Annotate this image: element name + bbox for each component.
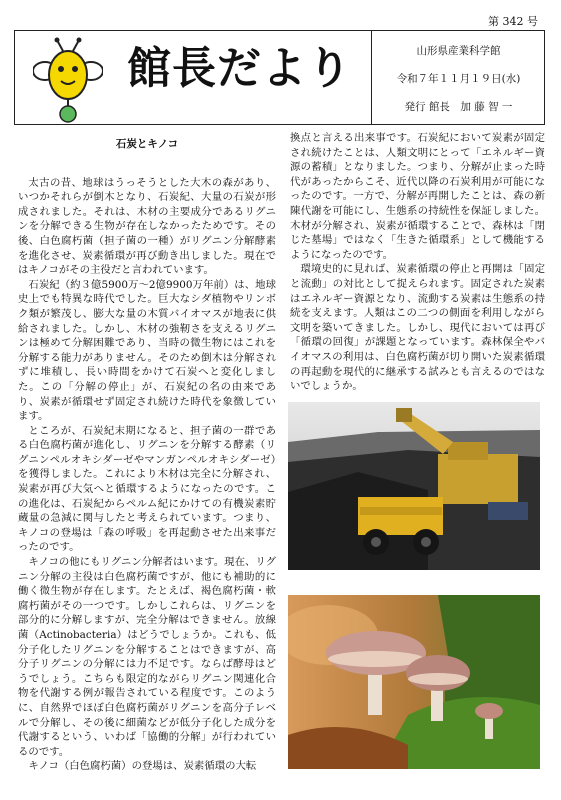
article-paragraph: 石炭紀（約３億5900万〜2億9900万年前）は、地球史上でも特異な時代でした。巨大なシダ植物やリンボク類が繁茂し、膨大な量の木質バイオマスが地表に供給されました。しかし、木材の強靭さを支えるリグニンは極めて分解困難であり、当時の微生物にはこれを分解する能力がありません。そのため倒木は分解されずに堆積し、長い時間をかけて石炭へと変化しました。この「分解の停止」が、石炭紀の名の由来であり、炭素が循環せず固定され続けた時代を象徴しています。 [18, 278, 276, 423]
mining-excavator-and-dump-truck-photo [288, 402, 540, 570]
mushrooms-on-moss-photo [288, 595, 540, 769]
organization-name: 山形県産業科学館 [416, 45, 501, 57]
article-paragraph: 太古の昔、地球はうっそうとした大木の森があり、いつかそれらが倒木となり、石炭紀、大量の石炭が形成されました。それは、木材の主要成分であるリグニンを分解できる生物が存在しなかったためです。その後、白色腐朽菌（担子菌の一種）がリグニン分解酵素を進化させ、炭素循環が再び動き出しました。現在ではキノコがその主役だと言われています。 [18, 176, 276, 277]
publisher-line: 発行 館長 加 藤 智 一 [404, 101, 513, 113]
article-paragraph: 環境史的に見れば、炭素循環の停止と再開は「固定と流動」の対比として捉えられます。固定された炭素はエネルギー資源となり、流動する炭素は生態系の持続を支えます。人類はこの二つの側面を利用しながら文明を築いてきました。しかし、現代においては再び「循環の回復」が課題となっています。森林保全やバイオマスの利用は、白色腐朽菌が切り開いた炭素循環の再起動を現代的に継承する試みとも言えるのではないでしょうか。 [290, 263, 545, 393]
publication-date: 令和７年１１月１９日(水) [396, 73, 521, 85]
issue-number: 第 342 号 [488, 15, 538, 28]
article-paragraph: 換点と言える出来事です。石炭紀において炭素が固定され続けたことは、人類文明にとって「エネルギー資源の蓄積」となりました。つまり、分解が止まった時代があったからこそ、近代以降の石炭利用が可能になったのです。一方で、分解が再開したことは、森の新陳代謝を可能にし、生態系の持続性を保証しました。木材が分解され、炭素が循環することで、森林は「閉じた墓場」ではなく「生きた循環系」として機能するようになったのです。 [290, 132, 545, 261]
bee-mascot-icon [33, 37, 103, 123]
article-paragraph: キノコの他にもリグニン分解者はいます。現在、リグニン分解の主役は白色腐朽菌ですが、他にも補助的に働く微生物が存在します。たとえば、褐色腐朽菌・軟腐朽菌がその一つです。しかしこれらは、リグニンを部分的に分解しますが、完全分解はできません。放線菌（Actinobacteria）はどうでしょうか。これも、低分子化したリグニンを分解することはできますが、高分子リグニンの分解には力不足です。ならば酵母はどうでしょう。こちらも限定的ながらリグニン関連化合物を代謝する例が報告されている程度です。このように、自然界でほぼ白色腐朽菌がリグニンを高分子レベルで分解し、その後に細菌などが低分子化した成分を代謝するという、いわば「協働的分解」が行われているのです。 [18, 556, 276, 758]
article-left-column [18, 131, 276, 774]
article-title: 石炭とキノコ [115, 138, 179, 150]
article-right-column [290, 131, 545, 394]
article-paragraph: ところが、石炭紀末期になると、担子菌の一群である白色腐朽菌が進化し、リグニンを分解する酵素（リグニンペルオキシダーゼやマンガンペルオキシダーゼ）を獲得しました。これにより木材は完全に分解され、炭素が再び大気へと循環するようになったのです。この進化は、石炭紀からペルム紀にかけての有機炭素貯蔵量の急減に関与したと考えられています。つまり、キノコの登場は「森の呼吸」を再起動させた出来事だったのです。 [18, 424, 276, 554]
article-paragraph: キノコ（白色腐朽菌）の登場は、炭素循環の大転 [28, 760, 257, 773]
newsletter-title: 館長だより [127, 43, 352, 94]
newsletter-header [14, 30, 545, 125]
